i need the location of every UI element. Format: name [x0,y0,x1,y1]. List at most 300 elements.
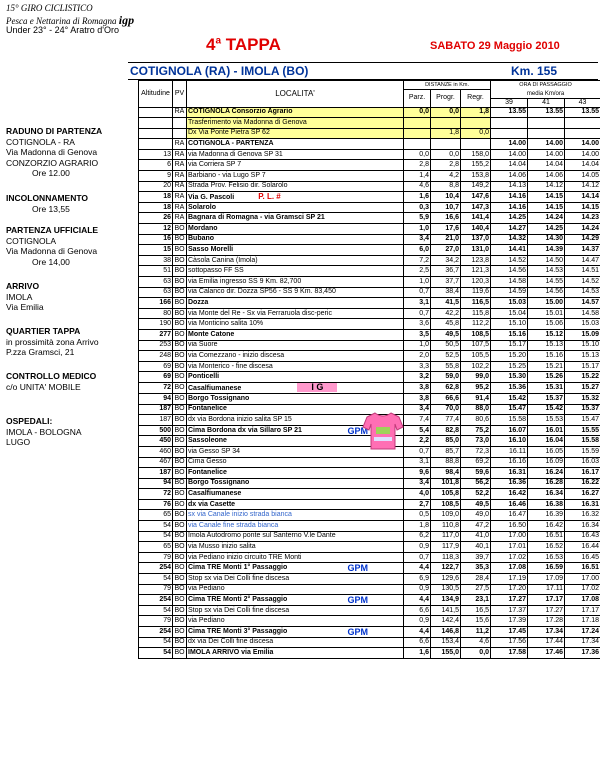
time-39-cell: 16.47 [491,510,528,521]
time-39-cell: 15.20 [491,351,528,362]
time-39-cell: 15.42 [491,393,528,404]
province-cell: BO [173,627,187,638]
time-41-cell: 15.13 [528,340,565,351]
location-cell [187,393,404,404]
time-39-cell: 16.11 [491,446,528,457]
progressive-km-cell: 88,8 [431,457,461,468]
time-41-cell [528,118,565,129]
org-title: 15° GIRO CICLISTICO [6,3,93,13]
time-43-cell [565,128,600,139]
table-row [139,382,600,393]
org-category: Under 23° - 24° Aratro d'Oro [6,25,119,35]
altitude-cell: 54 [139,637,173,648]
remaining-km-cell: 112,2 [461,319,491,330]
partial-km-cell: 1,0 [404,224,431,235]
time-41-cell: 15.31 [528,382,565,393]
col-speed-39: 39 [491,98,528,107]
remaining-km-cell: 56,2 [461,478,491,489]
province-cell: BO [173,425,187,436]
province-cell: BO [173,521,187,532]
time-41-cell: 14.56 [528,287,565,298]
sidebar-section-line: Via Madonna di Genova [6,147,98,157]
time-39-cell: 15.10 [491,319,528,330]
location-cell [187,542,404,553]
location-name: Cima TRE Monti 3° Passaggio [188,627,288,635]
table-row [139,478,600,489]
location-name: Stop sx via Dei Colli fine discesa [188,606,290,614]
time-39-cell: 17.19 [491,574,528,585]
table-row [139,192,600,203]
altitude-cell: 187 [139,404,173,415]
time-39-cell: 16.10 [491,436,528,447]
remaining-km-cell: 0,0 [461,128,491,139]
time-39-cell: 15.30 [491,372,528,383]
time-43-cell: 16.31 [565,499,600,510]
time-41-cell: 15.00 [528,298,565,309]
ig-tag: I G [297,382,337,392]
time-39-cell: 14.58 [491,277,528,288]
time-39-cell [491,118,528,129]
time-39-cell: 14.56 [491,266,528,277]
location-cell [187,552,404,563]
time-43-cell: 14.23 [565,213,600,224]
time-43-cell: 14.29 [565,234,600,245]
progressive-km-cell: 105,8 [431,489,461,500]
time-41-cell: 14.30 [528,234,565,245]
progressive-km-cell: 118,3 [431,552,461,563]
province-cell: RA [173,160,187,171]
partial-km-cell: 0,7 [404,308,431,319]
time-41-cell: 17.34 [528,627,565,638]
progressive-km-cell: 110,8 [431,521,461,532]
table-row [139,510,600,521]
location-name: via Comezzano - inizio discesa [188,351,285,359]
remaining-km-cell: 39,7 [461,552,491,563]
location-name: Sassoleone [188,437,227,445]
time-43-cell: 14.58 [565,308,600,319]
location-name: Fontanelice [188,468,227,476]
table-row [139,139,600,150]
remaining-km-cell: 72,3 [461,446,491,457]
time-43-cell: 14.12 [565,181,600,192]
partial-km-cell: 0,7 [404,552,431,563]
partial-km-cell: 6,6 [404,637,431,648]
col-speed-41: 41 [528,98,565,107]
location-name: Borgo Tossignano [188,479,250,487]
location-name: COTIGNOLA - PARTENZA [188,140,274,148]
sidebar-section-line: CONZORZIO AGRARIO [6,157,99,168]
location-cell [187,468,404,479]
province-cell: BO [173,616,187,627]
province-cell: BO [173,637,187,648]
igp-mark: igp [118,13,135,27]
table-row [139,171,600,182]
province-cell: RA [173,192,187,203]
time-41-cell: 16.52 [528,542,565,553]
location-cell [187,107,404,118]
sidebar-section-line: Ore 12.00 [32,168,70,178]
location-cell [187,478,404,489]
partial-km-cell: 3,6 [404,319,431,330]
sidebar-section [6,126,102,179]
table-row [139,531,600,542]
table-row [139,107,600,118]
time-43-cell: 15.09 [565,329,600,340]
time-41-cell: 17.27 [528,605,565,616]
progressive-km-cell: 16,6 [431,213,461,224]
province-cell: BO [173,245,187,256]
altitude-cell [139,128,173,139]
remaining-km-cell: 155,2 [461,160,491,171]
location-cell [187,382,404,393]
progressive-km-cell: 70,0 [431,404,461,415]
time-43-cell: 14.04 [565,160,600,171]
altitude-cell: 460 [139,446,173,457]
location-cell [187,329,404,340]
progressive-km-cell: 98,4 [431,468,461,479]
remaining-km-cell: 75,2 [461,425,491,436]
time-43-cell: 14.14 [565,192,600,203]
altitude-cell: 79 [139,584,173,595]
location-cell [187,637,404,648]
location-cell [187,340,404,351]
altitude-cell: 54 [139,531,173,542]
altitude-cell: 80 [139,308,173,319]
remaining-km-cell: 99,0 [461,372,491,383]
time-39-cell: 14.06 [491,171,528,182]
sidebar-section [6,193,88,214]
sidebar-section [6,371,96,392]
level-crossing-tag: P. L. # [258,191,281,201]
time-43-cell: 15.59 [565,446,600,457]
table-row [139,160,600,171]
progressive-km-cell: 55,8 [431,361,461,372]
location-name: Strada Prov. Felisio dir. Solarolo [188,182,288,190]
location-cell [187,139,404,150]
location-name: via Musso inizio salita [188,543,256,551]
time-43-cell: 15.47 [565,415,600,426]
province-cell: BO [173,340,187,351]
location-name: Fontanelice [188,405,227,413]
province-cell: BO [173,542,187,553]
location-name: sx via Canale inizio strada bianca [188,511,292,519]
table-row [139,234,600,245]
table-row [139,329,600,340]
province-cell: RA [173,139,187,150]
progressive-km-cell: 49,5 [431,329,461,340]
remaining-km-cell: 149,2 [461,181,491,192]
sidebar-section-line: LUGO [6,437,31,447]
progressive-km-cell: 8,8 [431,181,461,192]
remaining-km-cell: 40,1 [461,542,491,553]
altitude-cell: 187 [139,415,173,426]
time-43-cell: 14.47 [565,255,600,266]
time-43-cell: 17.17 [565,605,600,616]
stage-title [206,35,281,55]
table-row [139,637,600,648]
location-name: dx via Casette [188,500,236,508]
location-name: Trasferimento via Madonna di Genova [188,118,307,126]
table-row [139,149,600,160]
location-cell [187,160,404,171]
partial-km-cell: 6,6 [404,605,431,616]
location-name: via Suore [188,341,218,349]
province-cell: BO [173,351,187,362]
location-name: sottopasso FF SS [188,267,244,275]
location-cell [187,319,404,330]
table-row [139,521,600,532]
progressive-km-cell: 17,6 [431,224,461,235]
remaining-km-cell: 80,6 [461,415,491,426]
time-41-cell: 17.28 [528,616,565,627]
table-row [139,319,600,330]
time-41-cell: 14.39 [528,245,565,256]
partial-km-cell: 2,0 [404,351,431,362]
table-row [139,361,600,372]
altitude-cell: 65 [139,542,173,553]
gpm-tag: GPM [347,425,368,436]
stage-date: SABATO 29 Maggio 2010 [430,40,560,52]
time-41-cell: 14.24 [528,213,565,224]
remaining-km-cell: 28,4 [461,574,491,585]
location-name: Casalfiumanese [188,490,242,498]
altitude-cell: 20 [139,181,173,192]
sidebar-section-title: INCOLONNAMENTO [6,193,89,203]
partial-km-cell: 1,0 [404,277,431,288]
table-row [139,118,600,129]
province-cell: RA [173,107,187,118]
location-cell [187,308,404,319]
location-name: Dozza [188,298,209,306]
partial-km-cell: 1,6 [404,192,431,203]
sidebar-section-title: CONTROLLO MEDICO [6,371,97,381]
time-41-cell: 14.06 [528,171,565,182]
time-39-cell: 14.16 [491,192,528,203]
time-41-cell: 16.53 [528,552,565,563]
sidebar-section-line: in prossimità zona Arrivo [6,336,99,347]
partial-km-cell: 7,4 [404,415,431,426]
time-43-cell: 16.44 [565,542,600,553]
partial-km-cell: 3,4 [404,478,431,489]
partial-km-cell: 1,4 [404,171,431,182]
sidebar-section-line: c/o UNITA' MOBILE [6,381,81,392]
province-cell: RA [173,213,187,224]
time-41-cell: 14.15 [528,202,565,213]
time-39-cell: 14.00 [491,149,528,160]
time-41-cell: 15.12 [528,329,565,340]
province-cell: BO [173,595,187,606]
time-39-cell: 14.32 [491,234,528,245]
time-41-cell: 17.17 [528,595,565,606]
time-43-cell: 17.00 [565,574,600,585]
time-39-cell: 16.07 [491,425,528,436]
location-name: Dx Via Ponte Pietra SP 62 [188,129,270,137]
time-39-cell: 17.20 [491,584,528,595]
altitude-cell: 254 [139,627,173,638]
remaining-km-cell: 69,2 [461,457,491,468]
time-39-cell: 15.17 [491,340,528,351]
time-41-cell: 14.25 [528,224,565,235]
progressive-km-cell: 155,0 [431,648,461,659]
location-cell [187,521,404,532]
time-41-cell: 14.00 [528,139,565,150]
partial-km-cell: 2,7 [404,499,431,510]
remaining-km-cell: 116,5 [461,298,491,309]
altitude-cell: 6 [139,160,173,171]
province-cell: BO [173,478,187,489]
province-cell: BO [173,287,187,298]
partial-km-cell: 1,8 [404,521,431,532]
altitude-cell: 26 [139,213,173,224]
altitude-cell: 79 [139,616,173,627]
time-39-cell: 17.00 [491,531,528,542]
time-43-cell: 14.24 [565,224,600,235]
province-cell [173,118,187,129]
time-39-cell: 17.01 [491,542,528,553]
progressive-km-cell [431,118,461,129]
remaining-km-cell: 141,4 [461,213,491,224]
sidebar-section-line: IMOLA [6,291,33,302]
progressive-km-cell: 82,8 [431,425,461,436]
progressive-km-cell: 109,0 [431,510,461,521]
altitude-cell [139,118,173,129]
time-43-cell: 17.08 [565,595,600,606]
location-name: via Canale fine strada bianca [188,521,279,529]
partial-km-cell [404,128,431,139]
sidebar-section [6,416,82,448]
partial-km-cell: 3,8 [404,393,431,404]
time-41-cell: 14.55 [528,277,565,288]
time-41-cell: 13.55 [528,107,565,118]
table-row [139,648,600,659]
location-name: IMOLA ARRIVO via Emilia [188,648,274,656]
partial-km-cell: 3,8 [404,382,431,393]
table-row [139,308,600,319]
time-43-cell: 16.43 [565,531,600,542]
partial-km-cell: 3,1 [404,457,431,468]
sidebar-section [6,225,98,267]
time-43-cell: 17.36 [565,648,600,659]
time-39-cell: 14.41 [491,245,528,256]
stage-sup: a [215,35,222,47]
altitude-cell: 254 [139,563,173,574]
location-name: dx via Bordona inizio salita SP 15 [188,415,292,423]
sidebar-section-line: COTIGNOLA [6,235,57,246]
stage-word: TAPPA [225,35,281,54]
partial-km-cell: 3,3 [404,361,431,372]
location-name: Via G. Pascoli [188,193,235,201]
time-43-cell: 14.00 [565,149,600,160]
table-row [139,595,600,606]
table-row [139,563,600,574]
remaining-km-cell: 23,1 [461,595,491,606]
remaining-km-cell [461,118,491,129]
time-43-cell: 14.00 [565,139,600,150]
progressive-km-cell: 41,5 [431,298,461,309]
province-cell: BO [173,446,187,457]
altitude-cell: 190 [139,319,173,330]
remaining-km-cell: 147,6 [461,192,491,203]
time-41-cell: 14.12 [528,181,565,192]
table-row [139,128,600,139]
time-43-cell: 15.27 [565,382,600,393]
sidebar-section-title: RADUNO DI PARTENZA [6,126,103,136]
partial-km-cell [404,139,431,150]
location-name: via Madonna di Genova SP 31 [188,150,283,158]
remaining-km-cell: 59,6 [461,468,491,479]
progressive-km-cell: 141,5 [431,605,461,616]
province-cell: BO [173,415,187,426]
time-41-cell: 16.24 [528,468,565,479]
province-cell: BO [173,436,187,447]
progressive-km-cell: 134,9 [431,595,461,606]
location-cell [187,510,404,521]
table-row [139,574,600,585]
altitude-cell [139,139,173,150]
time-41-cell: 15.06 [528,319,565,330]
time-43-cell: 15.37 [565,404,600,415]
col-localita: LOCALITA' [187,81,404,108]
remaining-km-cell: 121,3 [461,266,491,277]
time-43-cell: 14.51 [565,266,600,277]
remaining-km-cell: 131,0 [461,245,491,256]
remaining-km-cell: 35,3 [461,563,491,574]
progressive-km-cell: 146,8 [431,627,461,638]
remaining-km-cell: 88,0 [461,404,491,415]
progressive-km-cell: 27,0 [431,245,461,256]
location-name: Mordano [188,224,218,232]
time-39-cell: 17.02 [491,552,528,563]
province-cell: BO [173,563,187,574]
partial-km-cell: 5,4 [404,425,431,436]
partial-km-cell: 1,0 [404,340,431,351]
progressive-km-cell: 21,0 [431,234,461,245]
location-cell [187,245,404,256]
province-cell: BO [173,499,187,510]
progressive-km-cell [431,139,461,150]
time-43-cell: 15.58 [565,436,600,447]
time-39-cell: 17.27 [491,595,528,606]
table-row [139,627,600,638]
province-cell: BO [173,468,187,479]
altitude-cell: 187 [139,468,173,479]
partial-km-cell: 0,7 [404,287,431,298]
location-cell [187,563,404,574]
table-row [139,351,600,362]
altitude-cell [139,107,173,118]
location-cell [187,489,404,500]
location-name: Cima Gesso [188,458,227,466]
partial-km-cell: 2,5 [404,266,431,277]
table-row [139,287,600,298]
location-name: Càsola Canina (Imola) [188,256,258,264]
location-cell [187,372,404,383]
time-43-cell: 15.10 [565,340,600,351]
time-39-cell: 15.47 [491,404,528,415]
time-41-cell: 17.11 [528,584,565,595]
sidebar-section-title: OSPEDALI: [6,416,53,426]
time-39-cell: 15.36 [491,382,528,393]
remaining-km-cell: 108,5 [461,329,491,340]
route-name: COTIGNOLA (RA) - IMOLA (BO) [130,64,309,78]
stage-number: 4 [206,35,216,54]
remaining-km-cell: 0,0 [461,648,491,659]
time-41-cell: 16.05 [528,446,565,457]
time-41-cell: 14.53 [528,266,565,277]
time-39-cell: 16.36 [491,478,528,489]
partial-km-cell [404,118,431,129]
time-41-cell: 15.21 [528,361,565,372]
